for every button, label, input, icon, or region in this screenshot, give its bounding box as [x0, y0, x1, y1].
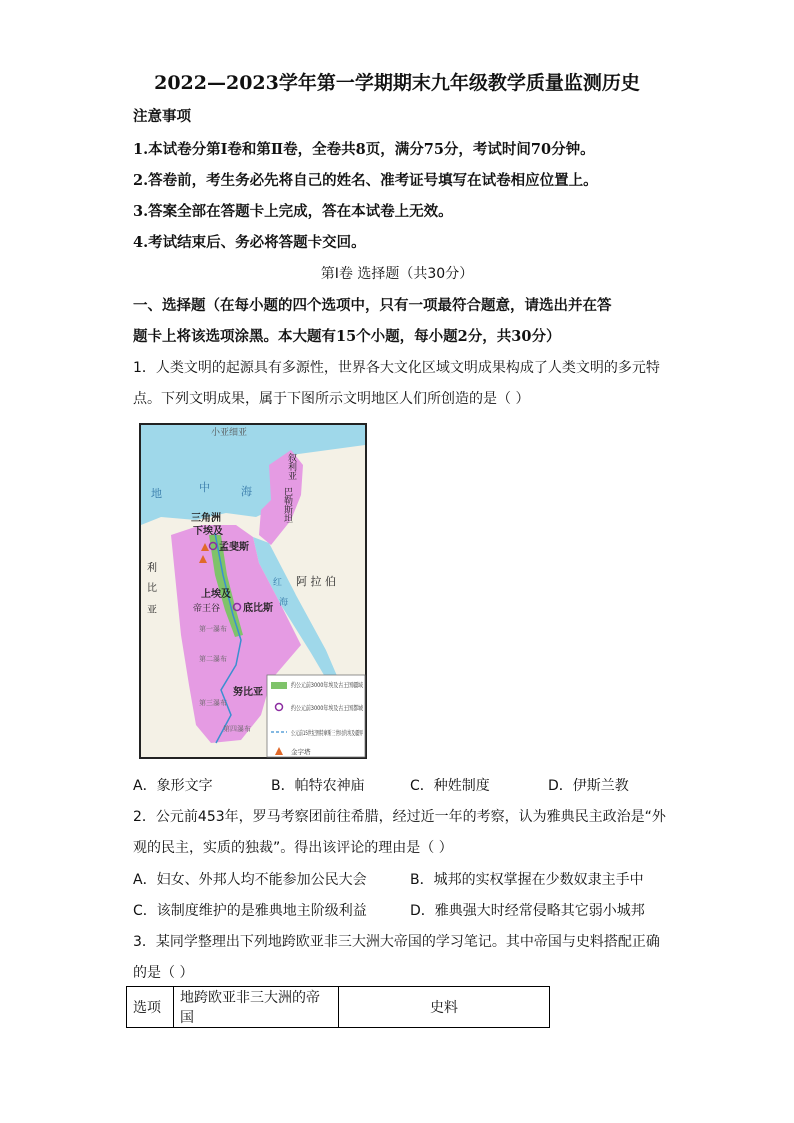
- notice-item-1: 1.本试卷分第Ⅰ卷和第Ⅱ卷，全卷共8页，满分75分，考试时间70分钟。: [133, 141, 595, 158]
- map-label-libya-1: 利: [147, 563, 157, 574]
- map-label-valley-of-kings: 帝王谷: [193, 604, 221, 614]
- legend-text-border: 公元前15世纪图特摩斯三世时的埃及疆界: [291, 729, 410, 737]
- map-label-cataract-3: 第三瀑布: [199, 699, 227, 707]
- q3-table: [126, 986, 550, 1028]
- section1-line1: 一、选择题（在每小题的四个选项中，只有一项最符合题意，请选出并在答: [133, 297, 612, 314]
- q1-option-b: B．帕特农神庙: [271, 778, 365, 794]
- map-label-thebes: 底比斯: [243, 603, 273, 614]
- map-label-cataract-1: 第一瀑布: [199, 625, 227, 633]
- legend-text-territory: 约公元前3000年埃及古王国疆域: [291, 681, 386, 689]
- legend-text-capital: 约公元前3000年埃及古王国都城: [291, 704, 386, 712]
- page-title: 2022—2023学年第一学期期末九年级教学质量监测历史: [154, 72, 640, 94]
- notice-item-3: 3.答案全部在答题卡上完成，答在本试卷上无效。: [133, 203, 453, 220]
- q2-option-b: B．城邦的实权掌握在少数奴隶主手中: [410, 872, 644, 888]
- table-row: [127, 987, 550, 1028]
- map-label-nubia: 努比亚: [233, 687, 263, 698]
- map-label-palestine: 巴勒斯坦: [282, 487, 292, 523]
- q3-stem-line1: 3．某同学整理出下列地跨欧亚非三大洲大帝国的学习笔记。其中帝国与史料搭配正确: [133, 934, 660, 950]
- map-label-memphis: 孟斐斯: [219, 542, 249, 553]
- map-label-libya-2: 比: [147, 583, 157, 594]
- section1-line2: 题卡上将该选项涂黑。本大题有15个小题，每小题2分，共30分）: [133, 328, 561, 345]
- q3-header-option: 选项: [127, 987, 174, 1028]
- notice-item-4: 4.考试结束后、务必将答题卡交回。: [133, 234, 366, 251]
- q3-header-empire: 地跨欧亚非三大洲的帝国: [174, 987, 339, 1028]
- legend-swatch-green: [271, 682, 287, 689]
- q3-stem-line2: 的是（ ）: [133, 965, 194, 981]
- map-label-red-1: 红: [273, 578, 283, 588]
- q3-header-source: 史料: [339, 987, 550, 1028]
- q2-option-a: A．妇女、外邦人均不能参加公民大会: [133, 872, 367, 888]
- map-label-delta: 三角洲: [191, 513, 221, 524]
- notice-heading: 注意事项: [133, 108, 191, 125]
- part1-heading: 第Ⅰ卷 选择题（共30分）: [320, 266, 474, 282]
- q1-option-d: D．伊斯兰教: [548, 778, 629, 794]
- map-label-red-2: 海: [279, 598, 289, 608]
- q1-stem-line1: 1．人类文明的起源具有多源性，世界各大文化区域文明成果构成了人类文明的多元特: [133, 360, 660, 376]
- legend-text-pyramid: 金字塔: [291, 748, 311, 756]
- map-label-cataract-2: 第二瀑布: [199, 655, 227, 663]
- map-label-sea-2: 中: [199, 481, 210, 494]
- q2-option-d: D．雅典强大时经常侵略其它弱小城邦: [410, 903, 645, 919]
- map-label-syria: 叙利亚: [286, 453, 296, 480]
- map-label-upper-egypt: 上埃及: [201, 589, 231, 600]
- egypt-map: [139, 423, 410, 759]
- map-label-cataract-4: 第四瀑布: [223, 725, 251, 733]
- q2-option-c: C．该制度维护的是雅典地主阶级利益: [133, 903, 367, 919]
- q1-option-c: C．种姓制度: [410, 778, 490, 794]
- q2-stem-line1: 2．公元前453年，罗马考察团前往希腊，经过近一年的考察，认为雅典民主政治是“外: [133, 809, 666, 825]
- map-label-lower-egypt: 下埃及: [193, 526, 223, 537]
- map-label-sea-1: 地: [151, 487, 162, 500]
- q2-stem-line2: 观的民主，实质的独裁”。得出该评论的理由是（ ）: [133, 840, 453, 856]
- q1-stem-line2: 点。下列文明成果，属于下图所示文明地区人们所创造的是（ ）: [133, 391, 530, 407]
- map-label-asia-minor: 小亚细亚: [211, 428, 248, 438]
- map-label-sea-3: 海: [241, 485, 252, 498]
- map-label-libya-3: 亚: [147, 605, 157, 616]
- notice-item-2: 2.答卷前，考生务必先将自己的姓名、准考证号填写在试卷相应位置上。: [133, 172, 598, 189]
- q1-option-a: A．象形文字: [133, 778, 213, 794]
- egypt-map-graphic: [141, 425, 410, 757]
- map-label-arabia: 阿 拉 伯: [296, 575, 336, 588]
